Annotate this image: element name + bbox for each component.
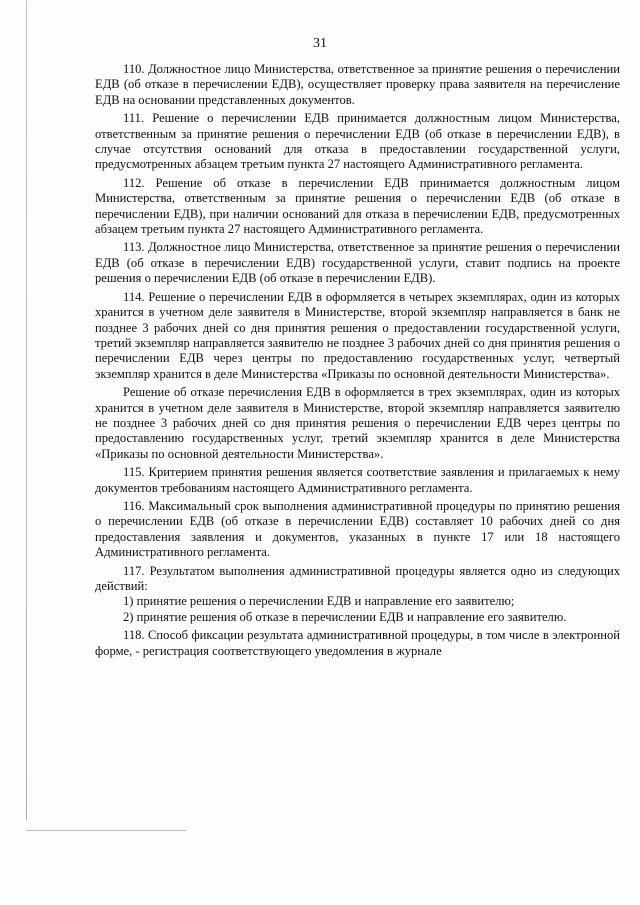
page-number: 31 [313, 36, 327, 51]
paragraph-115: 115. Критерием принятия решения является соответствие заявления и прилагаемых к нему документов требованиям настоящего Административного регламента. [95, 465, 620, 495]
scan-margin-line [26, 0, 27, 820]
paragraph-113: 113. Должностное лицо Министерства, ответственное за принятие решения о перечислении ЕДВ (об отказе в перечислении ЕДВ) государственной услуги, ставит подпись на проекте решения о перечислении ЕДВ (об отказе в перечислении ЕДВ). [95, 240, 620, 286]
paragraph-114: 114. Решение о перечислении ЕДВ в оформляется в четырех экземплярах, один из которых хранится в учетном деле заявителя в Министерстве, второй экземпляр направляется в банк не позднее 3 рабочих дней со дня принятия решения о предоставлении государственной услуги, третий экземпляр направляется заявителю не позднее 3 рабочих дней со дня принятия решения о перечислении ЕДВ через центры по предоставлению государственных услуг, четвертый экземпляр хранится в деле Министерства «Приказы по основной деятельности Министерства». [95, 289, 620, 381]
paragraph-117: 117. Результатом выполнения административной процедуры является одно из следующих действий: [95, 563, 620, 593]
scan-bottom-line [26, 830, 186, 831]
paragraph-111: 111. Решение о перечислении ЕДВ принимается должностным лицом Министерства, ответственным за принятие решения о перечислении ЕДВ (об отказе в перечислении ЕДВ), в случае отсутствия оснований для отказа в предоставлении государственной услуги, предусмотренных абзацем третьим пункта 27 настоящего Административного регламента. [95, 111, 620, 172]
paragraph-110: 110. Должностное лицо Министерства, ответственное за принятие решения о перечислении ЕДВ (об отказе в перечислении ЕДВ), осуществляет проверку права заявителя на перечисление ЕДВ на основании представленных документов. [95, 62, 620, 107]
paragraph-112: 112. Решение об отказе в перечислении ЕДВ принимается должностным лицом Министерства, ответственным за принятие решения о перечислении ЕДВ (об отказе в перечислении ЕДВ), при наличии оснований для отказа в перечислении ЕДВ, предусмотренных абзацем третьим пункта 27 настоящего Административного регламента. [95, 175, 620, 237]
document-body [95, 62, 620, 662]
paragraph-116: 116. Максимальный срок выполнения административной процедуры по принятию решения о перечислении ЕДВ (об отказе в перечислении ЕДВ) составляет 10 рабочих дней со дня предоставления заявления и документов, указанных в пункте 17 или 18 настоящего Административного регламента. [95, 498, 620, 560]
list-item-1: 1) принятие решения о перечислении ЕДВ и направление его заявителю; [123, 594, 515, 609]
list-item-2: 2) принятие решения об отказе в перечислении ЕДВ и направление его заявителю. [123, 609, 567, 624]
paragraph-refusal: Решение об отказе перечисления ЕДВ в оформляется в трех экземплярах, один из которых хранится в учетном деле заявителя в Министерстве, второй экземпляр направляется заявителю не позднее 3 рабочих дней со дня принятия решения о перечислении ЕДВ через центры по предоставлению государственных услуг, третий экземпляр хранится в деле Министерства «Приказы по основной деятельности Министерства». [95, 385, 620, 461]
paragraph-118: 118. Способ фиксации результата административной процедуры, в том числе в электронной форме, - регистрация соответствующего уведомления в журнале [95, 628, 620, 658]
